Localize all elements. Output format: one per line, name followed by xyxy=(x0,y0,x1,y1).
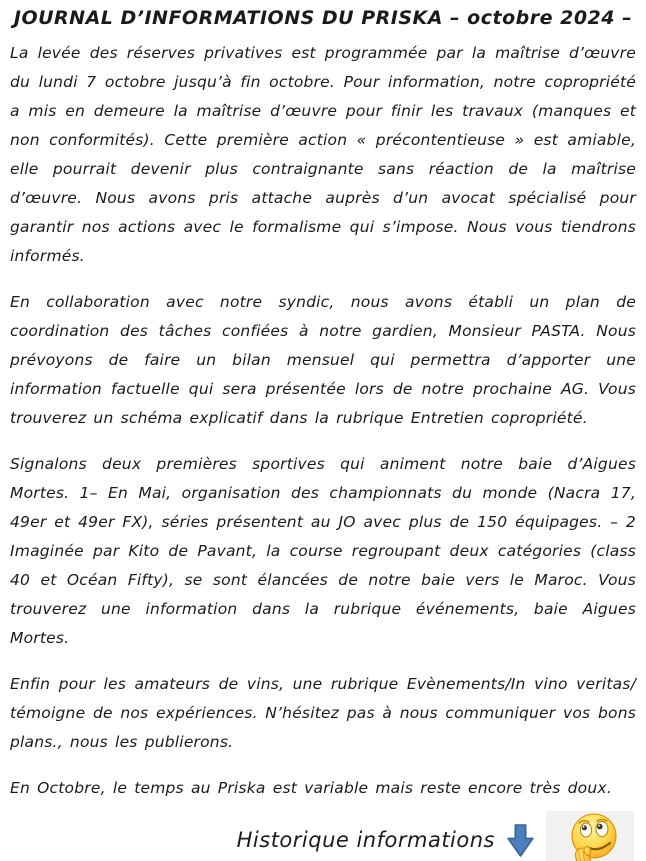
down-arrow-icon xyxy=(507,824,534,857)
body-paragraph: Enfin pour les amateurs de vins, une rubrique Evènements/In vino veritas/ témoigne de nos expériences. N’hésitez pas à nous communiquer vos bons plans., nous les publierons. xyxy=(10,675,636,751)
history-link-label[interactable]: Historique informations xyxy=(236,828,495,852)
body-paragraph: Signalons deux premières sportives qui animent notre baie d’Aigues Mortes. 1– En Mai, organisation des championnats du monde (Nacra 17, 49er et 49er FX), séries présentent au JO avec plus de 150 équipages. – 2 Imaginée par Kito de Pavant, la course regroupant deux catégories (class 40 et Océan Fifty), se sont élancées de notre baie vers le Maroc. Vous trouverez une information dans la rubrique événements, baie Aigues Mortes. xyxy=(10,455,636,647)
thinking-smiley-icon xyxy=(546,811,634,861)
body-paragraph: En Octobre, le temps au Priska est variable mais reste encore très doux. xyxy=(10,779,612,797)
body-paragraph: La levée des réserves privatives est programmée par la maîtrise d’œuvre du lundi 7 octobre jusqu’à fin octobre. Pour information, notre copropriété a mis en demeure la maîtrise d’œuvre pour finir les travaux (manques et non conformités). Cette première action « précontentieuse » est amiable, elle pourrait devenir plus contraignante sans réaction de la maîtrise d’œuvre. Nous avons pris attache auprès d’un avocat spécialisé pour garantir nos actions avec le formalisme qui s’impose. Nous vous tiendrons informés. xyxy=(10,44,636,265)
page-title: JOURNAL D’INFORMATIONS DU PRISKA – octobre 2024 – xyxy=(13,7,633,29)
body-paragraph: En collaboration avec notre syndic, nous avons établi un plan de coordination des tâches confiées à notre gardien, Monsieur PASTA. Nous prévoyons de faire un bilan mensuel qui permettra d’apporter une information factuelle qui sera présentée lors de notre prochaine AG. Vous trouverez un schéma explicatif dans la rubrique Entretien copropriété. xyxy=(10,293,636,427)
footer-link-row xyxy=(10,811,636,861)
document-body xyxy=(10,39,636,803)
